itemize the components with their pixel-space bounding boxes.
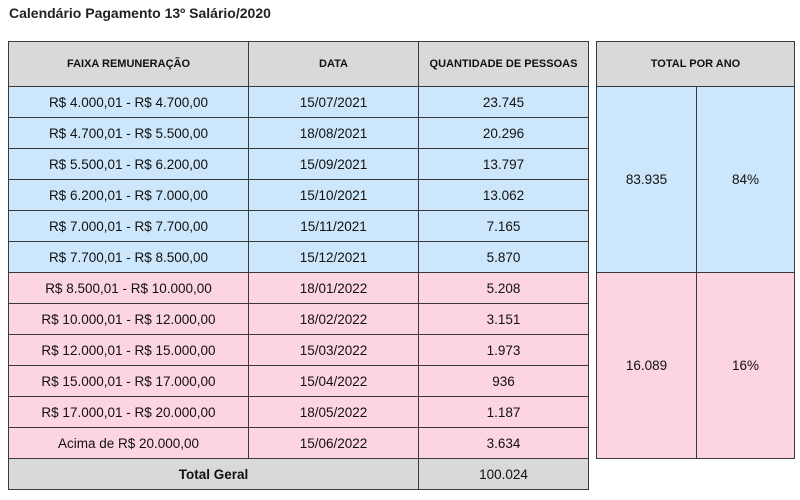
total-2022-percent: 16% [697, 273, 795, 459]
header-row [9, 42, 795, 87]
cell-data: 15/07/2021 [249, 87, 419, 118]
total-geral-value: 100.024 [419, 459, 589, 490]
cell-faixa: R$ 8.500,01 - R$ 10.000,00 [9, 273, 249, 304]
column-gap [589, 42, 597, 87]
cell-quantidade: 3.151 [419, 304, 589, 335]
cell-faixa: R$ 5.500,01 - R$ 6.200,00 [9, 149, 249, 180]
cell-quantidade: 5.870 [419, 242, 589, 273]
cell-quantidade: 13.797 [419, 149, 589, 180]
cell-faixa: R$ 7.000,01 - R$ 7.700,00 [9, 211, 249, 242]
cell-data: 15/06/2022 [249, 428, 419, 459]
cell-faixa: R$ 10.000,01 - R$ 12.000,00 [9, 304, 249, 335]
cell-data: 18/01/2022 [249, 273, 419, 304]
cell-data: 15/11/2021 [249, 211, 419, 242]
total-2021-percent: 84% [697, 87, 795, 273]
cell-faixa: R$ 6.200,01 - R$ 7.000,00 [9, 180, 249, 211]
cell-faixa: R$ 15.000,01 - R$ 17.000,00 [9, 366, 249, 397]
cell-data: 15/03/2022 [249, 335, 419, 366]
cell-data: 15/12/2021 [249, 242, 419, 273]
header-faixa: FAIXA REMUNERAÇÃO [9, 42, 249, 87]
cell-quantidade: 7.165 [419, 211, 589, 242]
cell-quantidade: 5.208 [419, 273, 589, 304]
cell-quantidade: 936 [419, 366, 589, 397]
cell-data: 15/10/2021 [249, 180, 419, 211]
cell-faixa: R$ 4.000,01 - R$ 4.700,00 [9, 87, 249, 118]
cell-quantidade: 20.296 [419, 118, 589, 149]
cell-faixa: R$ 4.700,01 - R$ 5.500,00 [9, 118, 249, 149]
cell-faixa: R$ 7.700,01 - R$ 8.500,00 [9, 242, 249, 273]
cell-quantidade: 23.745 [419, 87, 589, 118]
cell-faixa: R$ 17.000,01 - R$ 20.000,00 [9, 397, 249, 428]
table-row [9, 87, 795, 118]
cell-data: 18/05/2022 [249, 397, 419, 428]
cell-quantidade: 1.973 [419, 335, 589, 366]
cell-quantidade: 13.062 [419, 180, 589, 211]
payment-calendar-table [8, 41, 795, 490]
cell-data: 15/09/2021 [249, 149, 419, 180]
cell-data: 18/08/2021 [249, 118, 419, 149]
header-quantidade: QUANTIDADE DE PESSOAS [419, 42, 589, 87]
total-geral-label: Total Geral [9, 459, 419, 490]
cell-quantidade: 1.187 [419, 397, 589, 428]
empty-cell [589, 459, 795, 490]
cell-quantidade: 3.634 [419, 428, 589, 459]
table-row [9, 273, 795, 304]
header-data: DATA [249, 42, 419, 87]
total-2021-quantidade: 83.935 [597, 87, 697, 273]
document-title: Calendário Pagamento 13º Salário/2020 [9, 5, 271, 21]
column-gap [589, 87, 597, 459]
total-2022-quantidade: 16.089 [597, 273, 697, 459]
total-geral-row [9, 459, 795, 490]
cell-data: 15/04/2022 [249, 366, 419, 397]
cell-data: 18/02/2022 [249, 304, 419, 335]
header-total-por-ano: TOTAL POR ANO [597, 42, 795, 87]
cell-faixa: Acima de R$ 20.000,00 [9, 428, 249, 459]
cell-faixa: R$ 12.000,01 - R$ 15.000,00 [9, 335, 249, 366]
